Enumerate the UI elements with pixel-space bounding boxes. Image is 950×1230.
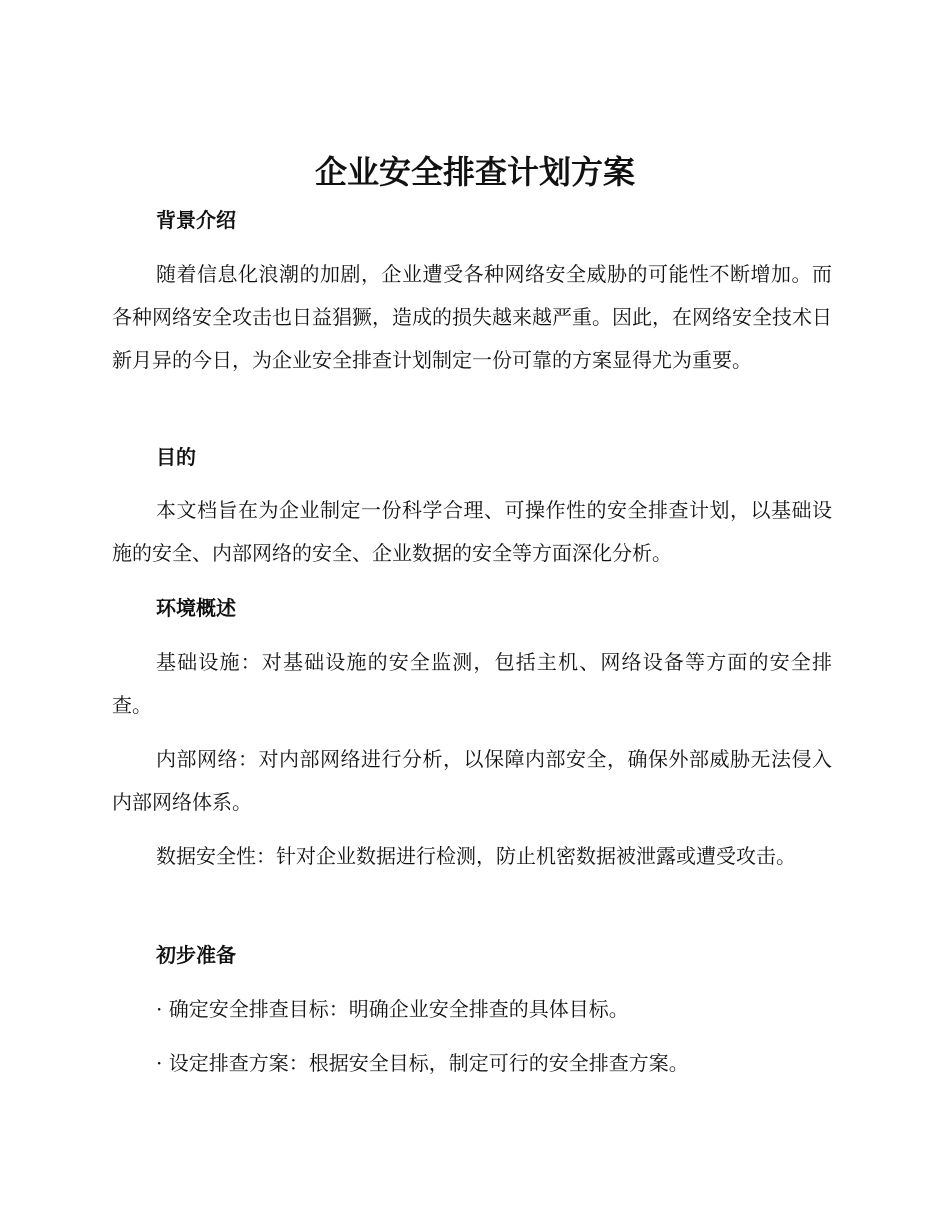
list-item: · 设定排查方案：根据安全目标，制定可行的安全排查方案。: [156, 1051, 689, 1075]
section-heading-background: 背景介绍: [156, 208, 236, 232]
section-heading-environment: 环境概述: [156, 596, 236, 620]
document-title: 企业安全排查计划方案: [314, 153, 635, 191]
section-heading-preparation: 初步准备: [156, 943, 236, 967]
paragraph-internal-network: 内部网络：对内部网络进行分析，以保障内部安全，确保外部威胁无法侵入内部网络体系。: [112, 747, 832, 814]
section-heading-purpose: 目的: [156, 445, 196, 469]
list-item: · 确定安全排查目标：明确企业安全排查的具体目标。: [156, 997, 629, 1021]
paragraph-background: 随着信息化浪潮的加剧，企业遭受各种网络安全威胁的可能性不断增加。而各种网络安全攻击也日益猖獗，造成的损失越来越严重。因此，在网络安全技术日新月异的今日，为企业安全排查计划制定一份可靠的方案显得尤为重要。: [112, 262, 832, 372]
paragraph-data-security: 数据安全性：针对企业数据进行检测，防止机密数据被泄露或遭受攻击。: [156, 844, 796, 868]
paragraph-infrastructure: 基础设施：对基础设施的安全监测，包括主机、网络设备等方面的安全排查。: [112, 650, 832, 717]
paragraph-purpose: 本文档旨在为企业制定一份科学合理、可操作性的安全排查计划，以基础设施的安全、内部网络的安全、企业数据的安全等方面深化分析。: [112, 498, 832, 565]
